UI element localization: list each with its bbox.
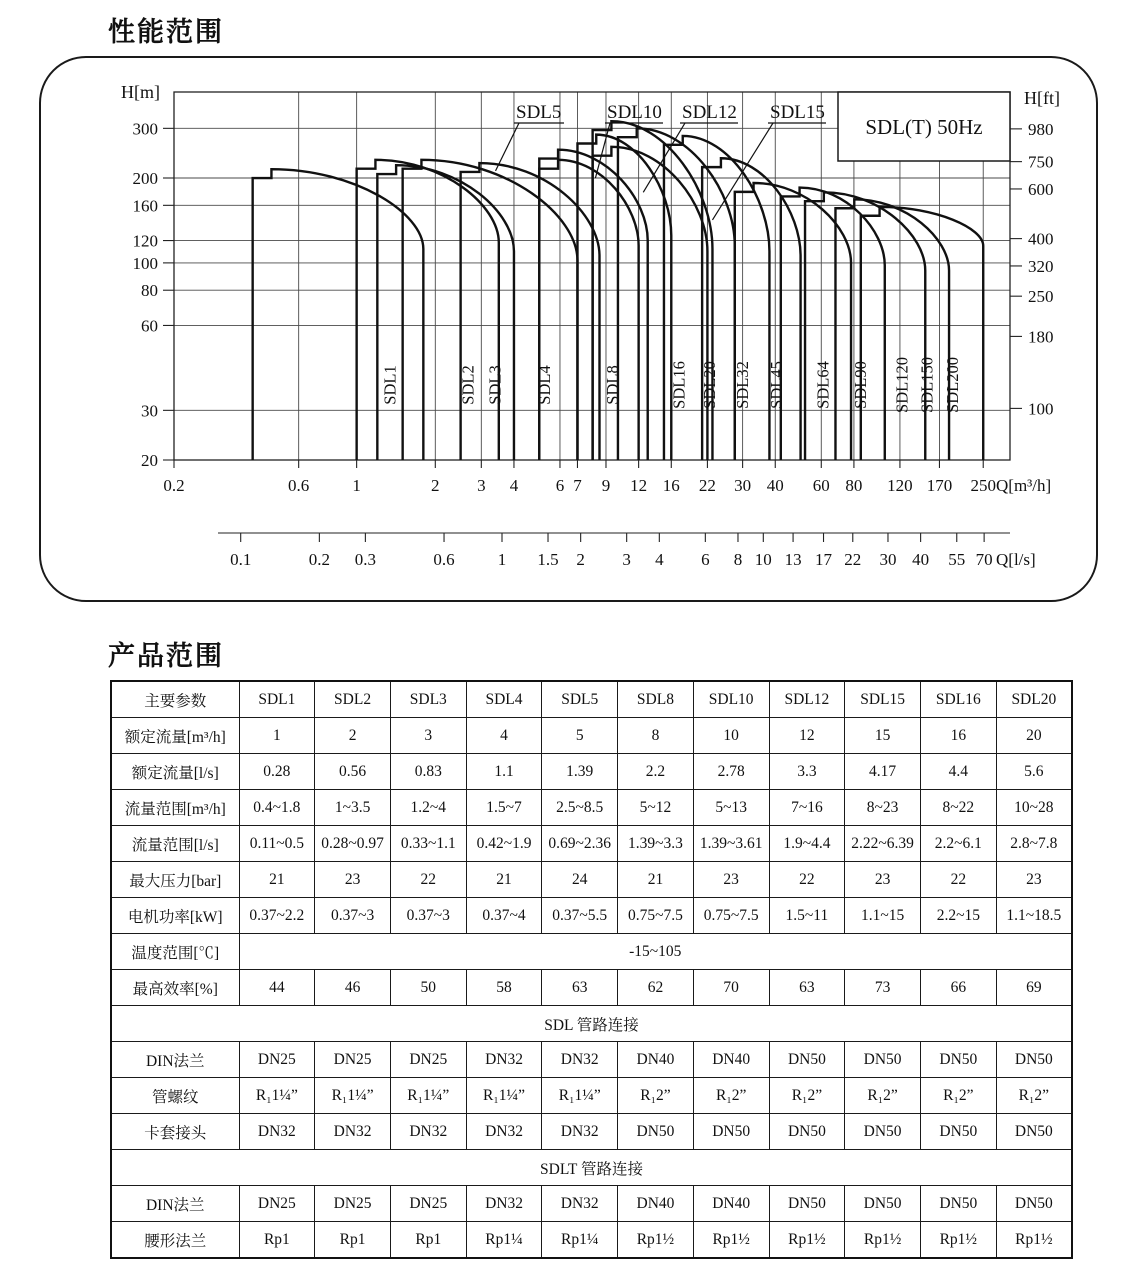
table-row [111, 754, 1072, 790]
table-cell: 1.2~4 [390, 790, 466, 826]
ls-tick-label: 2 [576, 550, 585, 569]
table-row [111, 970, 1072, 1006]
performance-chart [0, 0, 1131, 625]
yft-tick-label: 400 [1028, 229, 1054, 249]
curve-SDL150 [835, 199, 949, 460]
table-cell: 2.2~6.1 [920, 826, 996, 862]
ls-tick-label: 8 [733, 550, 743, 569]
ls-tick-label: 40 [912, 550, 930, 569]
table-cell: 21 [466, 862, 542, 898]
y-tick-label: 60 [141, 316, 158, 336]
table-cell: 1.39~3.61 [693, 826, 769, 862]
table-cell: DN25 [315, 1042, 391, 1078]
table-cell: 23 [315, 862, 391, 898]
ls-tick-label: 55 [948, 550, 966, 569]
table-cell: SDL16 [920, 681, 996, 718]
x-tick-label: 120 [887, 476, 913, 495]
table-cell: 2.5~8.5 [542, 790, 618, 826]
table-cell: DN25 [239, 1186, 315, 1222]
table-cell: 0.69~2.36 [542, 826, 618, 862]
ls-tick-label: 0.1 [230, 550, 252, 569]
x-tick-label: 16 [662, 476, 680, 495]
table-cell: 62 [618, 970, 694, 1006]
curve-label-SDL1: SDL1 [380, 365, 400, 405]
table-cell: DN50 [769, 1114, 845, 1150]
table-cell: Rp1½ [996, 1222, 1072, 1259]
yft-axis-title: H[ft] [1024, 88, 1060, 108]
table-cell: DN50 [618, 1114, 694, 1150]
table-cell: R₁1¼” [466, 1078, 542, 1114]
product-table [110, 680, 1073, 1259]
table-cell: 1.9~4.4 [769, 826, 845, 862]
table-cell: DN50 [996, 1114, 1072, 1150]
x-axis-title: Q[m³/h] [996, 476, 1052, 495]
table-cell: 63 [769, 970, 845, 1006]
curve-label-SDL64: SDL64 [813, 361, 833, 409]
x-tick-label: 0.2 [163, 476, 185, 495]
table-cell: DN50 [920, 1042, 996, 1078]
table-cell: DN25 [390, 1042, 466, 1078]
table-cell: Rp1½ [845, 1222, 921, 1259]
table-cell: SDL5 [542, 681, 618, 718]
table-cell: 22 [769, 862, 845, 898]
ls-tick-label: 1 [497, 550, 507, 569]
table-cell: 69 [996, 970, 1072, 1006]
x-tick-label: 4 [509, 476, 519, 495]
table-cell: 8~22 [920, 790, 996, 826]
table-row-label: 流量范围[l/s] [111, 826, 239, 862]
table-cell: 73 [845, 970, 921, 1006]
callout-label-SDL10: SDL10 [607, 102, 662, 123]
table-row [111, 1150, 1072, 1186]
table-cell: 5 [542, 718, 618, 754]
ls-axis-title: Q[l/s] [996, 550, 1036, 569]
table-cell: R₁2” [920, 1078, 996, 1114]
table-cell: 22 [390, 862, 466, 898]
yft-tick-label: 600 [1028, 179, 1054, 199]
table-row [111, 862, 1072, 898]
table-cell: Rp1 [390, 1222, 466, 1259]
curve-label-SDL120: SDL120 [892, 357, 912, 413]
table-row [111, 898, 1072, 934]
y-axis-title: H[m] [121, 82, 160, 102]
x-tick-label: 9 [601, 476, 611, 495]
table-cell: 4 [466, 718, 542, 754]
table-row-label: 额定流量[m³/h] [111, 718, 239, 754]
table-cell: 0.56 [315, 754, 391, 790]
curve-SDL4 [403, 160, 578, 460]
table-row [111, 1006, 1072, 1042]
x-tick-label: 30 [734, 476, 752, 495]
y-tick-label: 200 [132, 169, 158, 188]
ls-tick-label: 70 [975, 550, 993, 569]
table-cell: R₁2” [769, 1078, 845, 1114]
table-cell: 2.8~7.8 [996, 826, 1072, 862]
curve-SDL200 [861, 207, 983, 460]
yft-tick-label: 980 [1028, 119, 1054, 139]
table-cell: 1.5~11 [769, 898, 845, 934]
table-cell: SDL4 [466, 681, 542, 718]
x-tick-label: 40 [766, 476, 784, 495]
table-cell: DN50 [996, 1186, 1072, 1222]
curve-label-SDL8: SDL8 [602, 365, 622, 405]
table-cell: 0.37~2.2 [239, 898, 315, 934]
ls-tick-label: 17 [815, 550, 833, 569]
x-tick-label: 2 [431, 476, 440, 495]
table-cell: 2 [315, 718, 391, 754]
table-cell: DN40 [693, 1186, 769, 1222]
curve-label-SDL4: SDL4 [535, 365, 555, 405]
table-cell: 70 [693, 970, 769, 1006]
table-cell: DN32 [315, 1114, 391, 1150]
table-row [111, 1078, 1072, 1114]
table-cell: SDL8 [618, 681, 694, 718]
table-cell: -15~105 [239, 934, 1072, 970]
ls-tick-label: 4 [655, 550, 664, 569]
table-cell: DN32 [239, 1114, 315, 1150]
table-cell: DN32 [542, 1186, 618, 1222]
x-tick-label: 170 [926, 476, 953, 495]
table-cell: SDL3 [390, 681, 466, 718]
table-cell: DN50 [769, 1042, 845, 1078]
curve-SDL8 [539, 160, 638, 460]
table-row [111, 1114, 1072, 1150]
table-cell: DN32 [466, 1042, 542, 1078]
x-tick-label: 6 [555, 476, 565, 495]
table-cell: Rp1¼ [542, 1222, 618, 1259]
table-cell: DN25 [315, 1186, 391, 1222]
table-row [111, 790, 1072, 826]
chart-title: SDL(T) 50Hz [865, 115, 983, 139]
table-section-header: SDLT 管路连接 [111, 1150, 1072, 1186]
table-cell: 0.42~1.9 [466, 826, 542, 862]
table-cell: SDL15 [845, 681, 921, 718]
curve-label-SDL150: SDL150 [917, 357, 937, 413]
table-header-row [111, 681, 1072, 718]
table-cell: 1.39~3.3 [618, 826, 694, 862]
ls-tick-label: 22 [844, 550, 862, 569]
table-cell: 7~16 [769, 790, 845, 826]
curve-SDL64 [735, 183, 851, 460]
ls-tick-label: 0.6 [433, 550, 455, 569]
y-tick-label: 30 [141, 401, 158, 421]
table-cell: 21 [618, 862, 694, 898]
table-cell: 0.37~5.5 [542, 898, 618, 934]
table-cell: 12 [769, 718, 845, 754]
yft-tick-label: 180 [1028, 327, 1054, 347]
table-cell: DN40 [618, 1042, 694, 1078]
y-tick-label: 80 [141, 281, 158, 301]
table-row-label: 流量范围[m³/h] [111, 790, 239, 826]
table-cell: 4.17 [845, 754, 921, 790]
table-cell: Rp1¼ [466, 1222, 542, 1259]
table-cell: 5~12 [618, 790, 694, 826]
table-cell: Rp1½ [693, 1222, 769, 1259]
table-cell: SDL12 [769, 681, 845, 718]
table-cell: DN25 [390, 1186, 466, 1222]
ls-tick-label: 1.5 [537, 550, 559, 569]
table-cell: R₁1¼” [315, 1078, 391, 1114]
table-cell: 0.75~7.5 [693, 898, 769, 934]
table-cell: DN25 [239, 1042, 315, 1078]
table-row-label: 腰形法兰 [111, 1222, 239, 1259]
curve-SDL16 [593, 147, 708, 460]
callout-leader-SDL5 [496, 123, 519, 171]
table-cell: 3.3 [769, 754, 845, 790]
table-row-label: 管螺纹 [111, 1078, 239, 1114]
y-tick-label: 300 [132, 119, 158, 139]
table-row-label: 最高效率[%] [111, 970, 239, 1006]
table-cell: DN50 [920, 1114, 996, 1150]
ls-tick-label: 0.3 [354, 550, 376, 569]
ls-tick-label: 3 [622, 550, 631, 569]
table-cell: 63 [542, 970, 618, 1006]
x-tick-label: 12 [630, 476, 648, 495]
table-cell: DN32 [466, 1186, 542, 1222]
table-cell: 46 [315, 970, 391, 1006]
ls-tick-label: 13 [784, 550, 802, 569]
ls-tick-label: 10 [754, 550, 772, 569]
table-cell: 8 [618, 718, 694, 754]
ls-tick-label: 6 [701, 550, 710, 569]
table-cell: 1.1 [466, 754, 542, 790]
yft-tick-label: 320 [1028, 256, 1054, 276]
table-cell: 66 [920, 970, 996, 1006]
table-cell: DN50 [845, 1114, 921, 1150]
curve-SDL1 [253, 169, 424, 460]
table-cell: 0.28~0.97 [315, 826, 391, 862]
table-cell: R₁1¼” [239, 1078, 315, 1114]
x-tick-label: 80 [845, 476, 863, 495]
table-cell: DN50 [996, 1042, 1072, 1078]
table-cell: Rp1 [315, 1222, 391, 1259]
section-title-performance-range: 性能范围 [108, 17, 224, 47]
y-tick-label: 160 [132, 196, 158, 216]
x-tick-label: 1 [352, 476, 361, 495]
curve-label-SDL90: SDL90 [851, 361, 871, 409]
table-cell: 16 [920, 718, 996, 754]
table-cell: DN32 [466, 1114, 542, 1150]
table-cell: Rp1½ [618, 1222, 694, 1259]
table-cell: 23 [845, 862, 921, 898]
callout-label-SDL15: SDL15 [770, 102, 825, 123]
curve-label-SDL16: SDL16 [669, 361, 689, 409]
table-row-label: 温度范围[℃] [111, 934, 239, 970]
table-cell: DN50 [845, 1186, 921, 1222]
y-tick-label: 100 [132, 253, 158, 273]
table-cell: 24 [542, 862, 618, 898]
table-cell: DN32 [390, 1114, 466, 1150]
table-cell: 2.22~6.39 [845, 826, 921, 862]
table-cell: R₁2” [693, 1078, 769, 1114]
ls-tick-label: 0.2 [308, 550, 330, 569]
table-row-label: 电机功率[kW] [111, 898, 239, 934]
table-cell: 5~13 [693, 790, 769, 826]
performance-chart-svg [0, 0, 1131, 625]
table-cell: 44 [239, 970, 315, 1006]
curve-label-SDL3: SDL3 [485, 365, 505, 405]
table-row-label: 卡套接头 [111, 1114, 239, 1150]
table-cell: 1 [239, 718, 315, 754]
table-cell: SDL1 [239, 681, 315, 718]
table-row [111, 934, 1072, 970]
table-cell: DN40 [693, 1042, 769, 1078]
table-row-label: DIN法兰 [111, 1186, 239, 1222]
table-cell: 0.4~1.8 [239, 790, 315, 826]
table-cell: 1.39 [542, 754, 618, 790]
table-section-header: SDL 管路连接 [111, 1006, 1072, 1042]
yft-tick-label: 100 [1028, 399, 1054, 419]
x-tick-label: 3 [477, 476, 486, 495]
curve-SDL120 [805, 192, 925, 460]
table-cell: 4.4 [920, 754, 996, 790]
table-cell: 10 [693, 718, 769, 754]
y-tick-label: 20 [141, 451, 158, 470]
table-cell: 23 [693, 862, 769, 898]
x-tick-label: 250 [970, 476, 996, 495]
yft-tick-label: 750 [1028, 152, 1054, 172]
table-cell: R₁2” [618, 1078, 694, 1114]
table-cell: R₁2” [996, 1078, 1072, 1114]
table-cell: 1.1~18.5 [996, 898, 1072, 934]
table-row [111, 1042, 1072, 1078]
table-cell: 2.78 [693, 754, 769, 790]
table-row [111, 1186, 1072, 1222]
table-cell: 0.37~3 [315, 898, 391, 934]
table-cell: DN50 [920, 1186, 996, 1222]
table-cell: 20 [996, 718, 1072, 754]
curve-label-SDL45: SDL45 [767, 361, 787, 409]
curve-label-SDL32: SDL32 [733, 361, 753, 409]
table-cell: 3 [390, 718, 466, 754]
table-cell: 0.75~7.5 [618, 898, 694, 934]
table-cell: DN32 [542, 1114, 618, 1150]
table-cell: SDL20 [996, 681, 1072, 718]
table-cell: 21 [239, 862, 315, 898]
table-cell: DN40 [618, 1186, 694, 1222]
table-cell: 1.1~15 [845, 898, 921, 934]
table-cell: SDL10 [693, 681, 769, 718]
curve-label-SDL20: SDL20 [699, 361, 719, 409]
table-cell: 10~28 [996, 790, 1072, 826]
table-row [111, 718, 1072, 754]
table-row-label: 最大压力[bar] [111, 862, 239, 898]
table-cell: SDL2 [315, 681, 391, 718]
ls-tick-label: 30 [879, 550, 897, 569]
table-cell: 0.83 [390, 754, 466, 790]
table-cell: 1.5~7 [466, 790, 542, 826]
table-row [111, 826, 1072, 862]
table-cell: 0.33~1.1 [390, 826, 466, 862]
table-row [111, 1222, 1072, 1259]
table-cell: 5.6 [996, 754, 1072, 790]
table-cell: 0.37~4 [466, 898, 542, 934]
table-cell: 0.11~0.5 [239, 826, 315, 862]
table-cell: 2.2 [618, 754, 694, 790]
table-cell: 58 [466, 970, 542, 1006]
table-cell: R₁1¼” [542, 1078, 618, 1114]
x-tick-label: 0.6 [288, 476, 310, 495]
curve-label-SDL2: SDL2 [458, 365, 478, 405]
table-cell: 0.28 [239, 754, 315, 790]
table-cell: DN50 [693, 1114, 769, 1150]
table-cell: 0.37~3 [390, 898, 466, 934]
callout-label-SDL5: SDL5 [516, 102, 562, 123]
table-row-label: 主要参数 [111, 681, 239, 718]
table-cell: DN50 [845, 1042, 921, 1078]
x-tick-label: 7 [573, 476, 582, 495]
curve-label-SDL200: SDL200 [942, 357, 962, 413]
table-cell: 15 [845, 718, 921, 754]
table-cell: DN50 [769, 1186, 845, 1222]
curve-SDL45 [699, 158, 800, 460]
table-row-label: DIN法兰 [111, 1042, 239, 1078]
table-cell: R₁2” [845, 1078, 921, 1114]
table-cell: 22 [920, 862, 996, 898]
table-cell: Rp1½ [920, 1222, 996, 1259]
table-cell: 50 [390, 970, 466, 1006]
table-cell: 1~3.5 [315, 790, 391, 826]
callout-label-SDL12: SDL12 [682, 102, 737, 123]
y-tick-label: 120 [132, 231, 158, 251]
table-row-label: 额定流量[l/s] [111, 754, 239, 790]
section-title-product-range: 产品范围 [108, 641, 224, 671]
table-cell: 2.2~15 [920, 898, 996, 934]
table-cell: DN32 [542, 1042, 618, 1078]
table-cell: 23 [996, 862, 1072, 898]
table-cell: R₁1¼” [390, 1078, 466, 1114]
x-tick-label: 60 [812, 476, 830, 495]
table-cell: Rp1½ [769, 1222, 845, 1259]
x-tick-label: 22 [698, 476, 716, 495]
table-cell: Rp1 [239, 1222, 315, 1259]
yft-tick-label: 250 [1028, 287, 1054, 307]
table-cell: 8~23 [845, 790, 921, 826]
